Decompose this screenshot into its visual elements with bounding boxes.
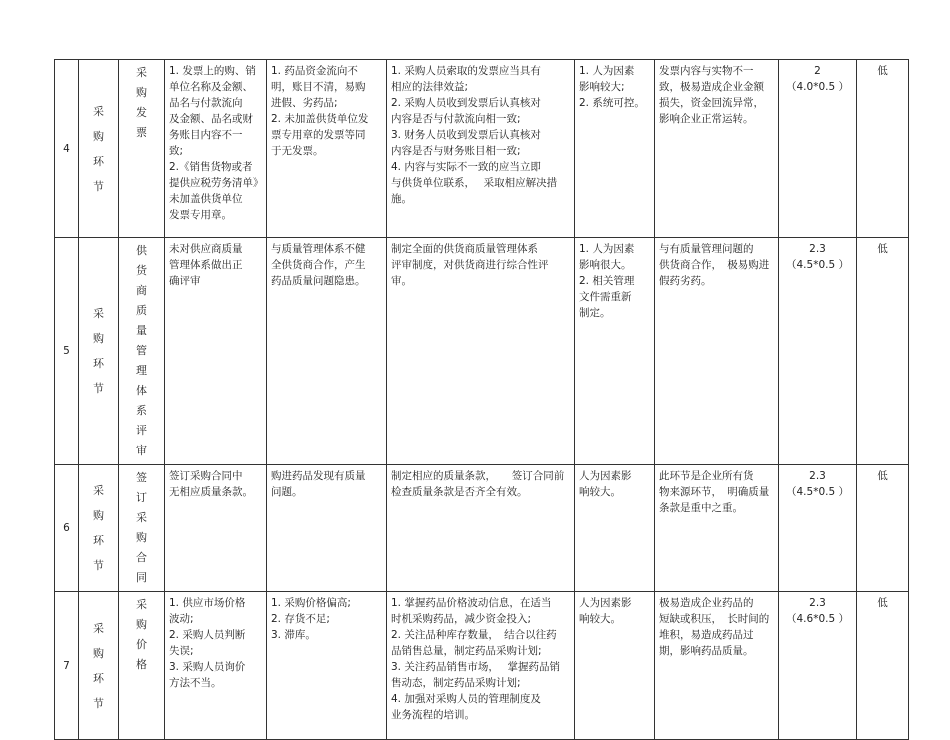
consequence-cell (267, 465, 387, 592)
impact-line: 供货商合作， 极易购进 (659, 259, 770, 271)
impact-line: 影响企业正常运转。 (659, 113, 754, 125)
impact-line: 致，极易造成企业金额 (659, 81, 764, 93)
consequence-line: 全供货商合作，产生 (271, 259, 366, 271)
risk-line: 2. 采购人员判断 (169, 629, 246, 641)
risk-score: 2.3 (809, 470, 826, 482)
risk-line: 方法不当。 (169, 677, 222, 689)
risk-line: 3. 采购人员询价 (169, 661, 246, 673)
impact-line: 发票内容与实物不一 (659, 65, 754, 77)
control-line: 内容是否与财务账目相一致; (391, 145, 521, 157)
score-cell (779, 465, 857, 592)
stage-label: 采购环节 (93, 484, 104, 572)
risk-formula: （4.5*0.5 ） (786, 486, 849, 498)
consequence-line: 2. 未加盖供货单位发 (271, 113, 369, 125)
risk-description-cell (165, 465, 267, 592)
impact-line: 条款是重中之重。 (659, 502, 743, 514)
impact-line: 堆积，易造成药品过 (659, 629, 754, 641)
cause-line: 2. 相关管理 (579, 275, 635, 287)
consequence-cell (267, 238, 387, 465)
control-line: 1. 采购人员索取的发票应当具有 (391, 65, 541, 77)
risk-line: 无相应质量条款。 (169, 486, 253, 498)
level-cell (857, 465, 909, 592)
consequence-line: 3. 滞库。 (271, 629, 316, 641)
level-cell (857, 238, 909, 465)
risk-line: 提供应税劳务清单》 (169, 177, 264, 189)
stage-label: 采购环节 (93, 621, 104, 710)
risk-line: 未加盖供货单位 (169, 193, 243, 205)
control-line: 时机采购药品，减少资金投入; (391, 613, 532, 625)
risk-description-cell (165, 238, 267, 465)
table-row (55, 238, 909, 465)
table-body (55, 60, 909, 740)
risk-item-label: 供货商质量管理体系评审 (136, 244, 147, 457)
control-measure-cell (387, 465, 575, 592)
risk-description-cell (165, 60, 267, 238)
risk-line: 波动; (169, 613, 194, 625)
cause-cell (575, 465, 655, 592)
impact-line: 此环节是企业所有货 (659, 470, 754, 482)
risk-item-cell (119, 238, 165, 465)
score-cell (779, 592, 857, 740)
control-line: 4. 加强对采购人员的管理制度及 (391, 693, 541, 705)
risk-description-cell (165, 592, 267, 740)
consequence-line: 与质量管理体系不健 (271, 243, 366, 255)
score-cell (779, 238, 857, 465)
cause-line: 文件需重新 (579, 291, 632, 303)
consequence-line: 问题。 (271, 486, 303, 498)
cause-line: 2. 系统可控。 (579, 97, 645, 109)
impact-cell (655, 592, 779, 740)
cause-line: 人为因素影 (579, 597, 632, 609)
level-cell (857, 592, 909, 740)
control-line: 检查质量条款是否齐全有效。 (391, 486, 528, 498)
risk-formula: （4.0*0.5 ） (786, 81, 849, 93)
consequence-line: 1. 药品资金流向不 (271, 65, 358, 77)
row-number: 6 (55, 465, 79, 592)
risk-line: 发票专用章。 (169, 209, 232, 221)
cause-line: 人为因素影 (579, 470, 632, 482)
risk-line: 2.《销售货物或者 (169, 161, 253, 173)
table-row (55, 465, 909, 592)
row-number: 4 (55, 60, 79, 238)
stage-cell (79, 238, 119, 465)
risk-line: 签订采购合同中 (169, 470, 243, 482)
impact-line: 物来源环节， 明确质量 (659, 486, 770, 498)
control-line: 1. 掌握药品价格波动信息，在适当 (391, 597, 552, 609)
impact-line: 极易造成企业药品的 (659, 597, 754, 609)
consequence-line: 于无发票。 (271, 145, 324, 157)
stage-label: 采购环节 (93, 307, 104, 395)
control-line: 业务流程的培训。 (391, 709, 475, 721)
control-line: 售动态，制定药品采购计划; (391, 677, 521, 689)
consequence-line: 票专用章的发票等同 (271, 129, 366, 141)
impact-cell (655, 60, 779, 238)
risk-line: 1. 供应市场价格 (169, 597, 246, 609)
consequence-line: 明，账目不清，易购 (271, 81, 366, 93)
impact-line: 假药劣药。 (659, 275, 712, 287)
cause-line: 1. 人为因素 (579, 65, 635, 77)
consequence-line: 购进药品发现有质量 (271, 470, 366, 482)
stage-label: 采购环节 (93, 104, 104, 193)
control-line: 内容是否与付款流向相一致; (391, 113, 521, 125)
level-cell (857, 60, 909, 238)
risk-line: 务账目内容不一 (169, 129, 243, 141)
stage-cell (79, 592, 119, 740)
cause-line: 1. 人为因素 (579, 243, 635, 255)
cause-cell (575, 238, 655, 465)
control-line: 施。 (391, 193, 412, 205)
control-line: 制定全面的供货商质量管理体系 (391, 243, 538, 255)
score-cell (779, 60, 857, 238)
consequence-line: 1. 采购价格偏高; (271, 597, 351, 609)
impact-cell (655, 238, 779, 465)
control-line: 品销售总量，制定药品采购计划; (391, 645, 542, 657)
stage-cell (79, 60, 119, 238)
impact-line: 期，影响药品质量。 (659, 645, 754, 657)
impact-line: 损失，资金回流异常， (659, 97, 764, 109)
risk-level: 低 (877, 243, 888, 255)
control-line: 与供货单位联系， 采取相应解决措 (391, 177, 558, 189)
risk-line: 1. 发票上的购、销 (169, 65, 256, 77)
cause-line: 制定。 (579, 307, 611, 319)
consequence-line: 进假、劣药品; (271, 97, 338, 109)
impact-line: 与有质量管理问题的 (659, 243, 754, 255)
risk-item-label: 采购发票 (136, 66, 147, 139)
table-row (55, 60, 909, 238)
impact-cell (655, 465, 779, 592)
control-line: 3. 关注药品销售市场， 掌握药品销 (391, 661, 560, 673)
risk-line: 致; (169, 145, 184, 157)
row-number: 5 (55, 238, 79, 465)
control-line: 4. 内容与实际不一致的应当立即 (391, 161, 541, 173)
control-line: 审。 (391, 275, 412, 287)
risk-line: 未对供应商质量 (169, 243, 243, 255)
cause-cell (575, 60, 655, 238)
risk-level: 低 (877, 470, 888, 482)
risk-line: 失误; (169, 645, 194, 657)
control-line: 2. 采购人员收到发票后认真核对 (391, 97, 541, 109)
stage-cell (79, 465, 119, 592)
risk-line: 品名与付款流向 (169, 97, 243, 109)
risk-item-cell (119, 465, 165, 592)
control-measure-cell (387, 238, 575, 465)
risk-formula: （4.6*0.5 ） (786, 613, 849, 625)
control-measure-cell (387, 592, 575, 740)
risk-line: 单位名称及金额、 (169, 81, 253, 93)
risk-score: 2.3 (809, 243, 826, 255)
risk-level: 低 (877, 65, 888, 77)
risk-item-label: 采购价格 (136, 598, 147, 671)
row-number: 7 (55, 592, 79, 740)
control-line: 评审制度，对供货商进行综合性评 (391, 259, 549, 271)
risk-score: 2.3 (809, 597, 826, 609)
cause-line: 响较大。 (579, 486, 621, 498)
control-line: 2. 关注品种库存数量， 结合以往药 (391, 629, 557, 641)
cause-cell (575, 592, 655, 740)
consequence-line: 2. 存货不足; (271, 613, 330, 625)
cause-line: 影响很大。 (579, 259, 632, 271)
table-row (55, 592, 909, 740)
risk-level: 低 (877, 597, 888, 609)
control-line: 3. 财务人员收到发票后认真核对 (391, 129, 541, 141)
consequence-cell (267, 60, 387, 238)
control-line: 制定相应的质量条款， 签订合同前 (391, 470, 565, 482)
cause-line: 响较大。 (579, 613, 621, 625)
risk-line: 确评审 (169, 275, 201, 287)
control-line: 相应的法律效益; (391, 81, 469, 93)
consequence-cell (267, 592, 387, 740)
risk-line: 管理体系做出正 (169, 259, 243, 271)
cause-line: 影响较大; (579, 81, 625, 93)
risk-table (54, 59, 909, 740)
risk-item-cell (119, 60, 165, 238)
risk-formula: （4.5*0.5 ） (786, 259, 849, 271)
risk-item-label: 签订采购合同 (136, 471, 147, 584)
risk-line: 及金额、品名或财 (169, 113, 253, 125)
control-measure-cell (387, 60, 575, 238)
risk-score: 2 (814, 65, 821, 77)
consequence-line: 药品质量问题隐患。 (271, 275, 366, 287)
impact-line: 短缺或积压， 长时间的 (659, 613, 770, 625)
risk-item-cell (119, 592, 165, 740)
